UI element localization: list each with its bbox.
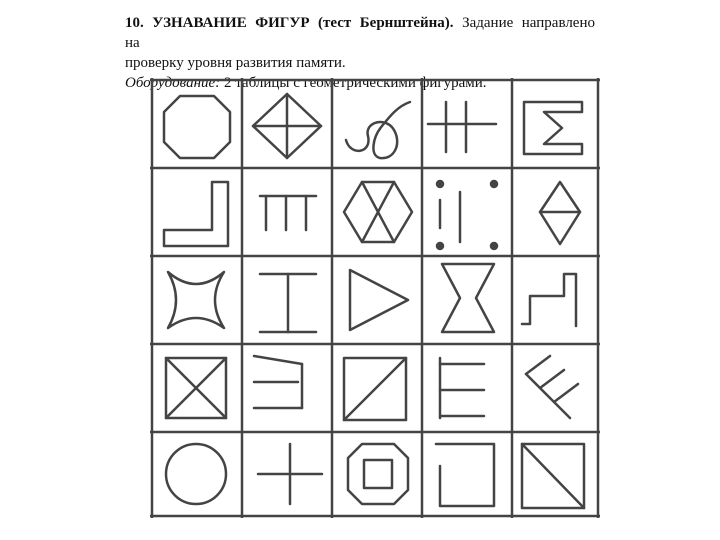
slanted-comb-figure: [526, 356, 578, 418]
figure-table: [150, 78, 600, 518]
hash-lines-figure: [428, 102, 496, 152]
e-shape-figure: [440, 358, 484, 418]
diamond-with-line-figure: [540, 182, 580, 244]
hourglass-figure: [442, 264, 494, 332]
triangle-figure: [350, 270, 408, 330]
figure-table-svg: [150, 78, 600, 518]
equipment-label: Оборудование:: [125, 75, 221, 91]
task-description-start: Задание направлено на: [125, 15, 595, 51]
square-with-diagonal-down-figure: [522, 444, 584, 508]
task-title: УЗНАВАНИЕ ФИГУР (тест Бернштейна).: [152, 15, 454, 31]
i-beam-figure: [260, 274, 316, 332]
l-bracket-figure: [164, 182, 228, 246]
equipment-text: 2 таблицы с геометрическими фигурами.: [223, 75, 487, 91]
step-line-figure: [522, 274, 576, 326]
task-description-end: проверку уровня развития памяти.: [125, 55, 346, 71]
open-rectangle-figure: [436, 444, 494, 506]
task-number: 10.: [125, 15, 144, 31]
curl-symbol-figure: [346, 102, 410, 158]
comb-lines-figure: [260, 196, 316, 230]
square-with-x-figure: [166, 358, 226, 418]
task-heading-line: [125, 13, 595, 53]
diamond-in-square-figure: [253, 94, 321, 158]
task-description-end-line: [125, 53, 595, 73]
octagon-figure: [164, 96, 230, 158]
circle-figure: [166, 444, 226, 504]
hexagon-with-x-figure: [344, 182, 412, 242]
cross-figure: [258, 444, 322, 504]
skewed-e-lines-figure: [254, 356, 302, 408]
sigma-shape-figure: [524, 102, 582, 154]
square-with-diagonal-figure: [344, 358, 406, 420]
concave-star-figure: [168, 272, 224, 328]
dots-with-bars-figure: [437, 181, 497, 249]
octagon-with-square-figure: [348, 444, 408, 504]
